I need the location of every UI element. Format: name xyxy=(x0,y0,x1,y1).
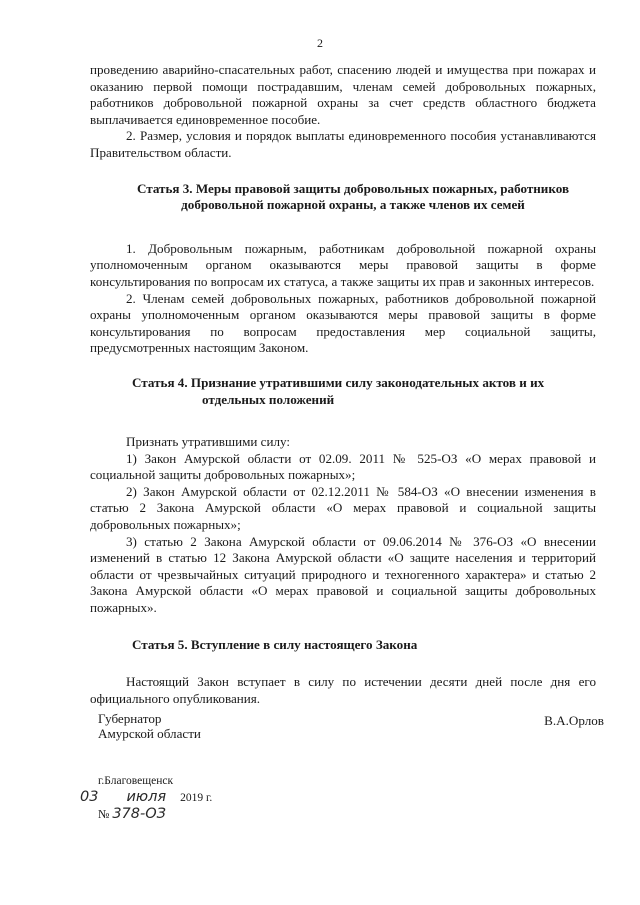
place-date-block xyxy=(80,773,213,823)
year: 2019 г. xyxy=(180,792,213,804)
article5-paragraph-1: Настоящий Закон вступает в силу по истечении десяти дней после дня его официального опубликования. xyxy=(90,674,596,706)
law-number xyxy=(98,806,212,823)
document-body xyxy=(90,62,596,707)
number-prefix: № xyxy=(98,807,110,821)
city-name: г.Благовещенск xyxy=(98,775,174,787)
article4-intro: Признать утратившими силу: xyxy=(126,434,291,450)
signing-date xyxy=(80,789,213,806)
article4-item-2: 2) Закон Амурской области от 02.12.2011 № 584-ОЗ «О внесении изменения в статью 2 Закона Амурской области «О мерах правовой и социальной защиты добровольных пожарных»; xyxy=(90,483,596,533)
article4-heading-line1: Статья 4. Признание утратившими силу законодательных актов и их xyxy=(132,374,545,390)
page-number: 2 xyxy=(317,36,323,50)
article5-heading: Статья 5. Вступление в силу настоящего Закона xyxy=(132,636,418,652)
signer-name: В.А.Орлов xyxy=(544,713,604,728)
signer-title-line2: Амурской области xyxy=(98,726,201,741)
article4-heading-line2: отдельных положений xyxy=(202,391,335,407)
article4-item-3: 3) статью 2 Закона Амурской области от 09.06.2014 № 376-ОЗ «О внесении изменений в статью 12 Закона Амурской области «О защите населения и территорий области от чрезвычайных ситуаций природного и техногенного характера» и статью 2 Закона Амурской области «О мерах правовой и социальной защиты добровольных пожарных». xyxy=(90,533,596,616)
article4-heading xyxy=(90,375,596,408)
signer-title-line1: Губернатор xyxy=(98,711,162,726)
article2-paragraph-2: 2. Размер, условия и порядок выплаты единовременного пособия устанавливаются Правительством области. xyxy=(90,128,596,160)
article4-item-1: 1) Закон Амурской области от 02.09. 2011 № 525-ОЗ «О мерах правовой и социальной защиты добровольных пожарных»; xyxy=(90,450,596,483)
article3-paragraph-2: 2. Членам семей добровольных пожарных, работников добровольной пожарной охраны уполномоченным органом оказываются меры правовой защиты в форме консультирования по вопросам предоставления мер социальной защиты, предусмотренных настоящим Законом. xyxy=(90,290,596,356)
article3-paragraph-1: 1. Добровольным пожарным, работникам добровольной пожарной охраны уполномоченным органом оказываются меры правовой защиты в форме консультирования по вопросам их статуса, а также защиты их прав и законных интересов. xyxy=(90,240,596,289)
handwritten-day: 03 xyxy=(80,789,99,805)
article3-heading: Статья 3. Меры правовой защиты добровольных пожарных, работников добровольной пожарной охраны, а также членов их семей xyxy=(136,180,570,213)
handwritten-number: 378-ОЗ xyxy=(112,806,166,822)
signature-block xyxy=(98,711,604,741)
handwritten-month: июля xyxy=(126,789,167,805)
article2-continuation-paragraph: проведению аварийно-спасательных работ, спасению людей и имущества при пожарах и оказанию первой помощи пострадавшим, членам семей добровольных пожарных, работников добровольной пожарной охраны за счет средств областного бюджета выплачивается единовременное пособие. xyxy=(90,62,596,127)
